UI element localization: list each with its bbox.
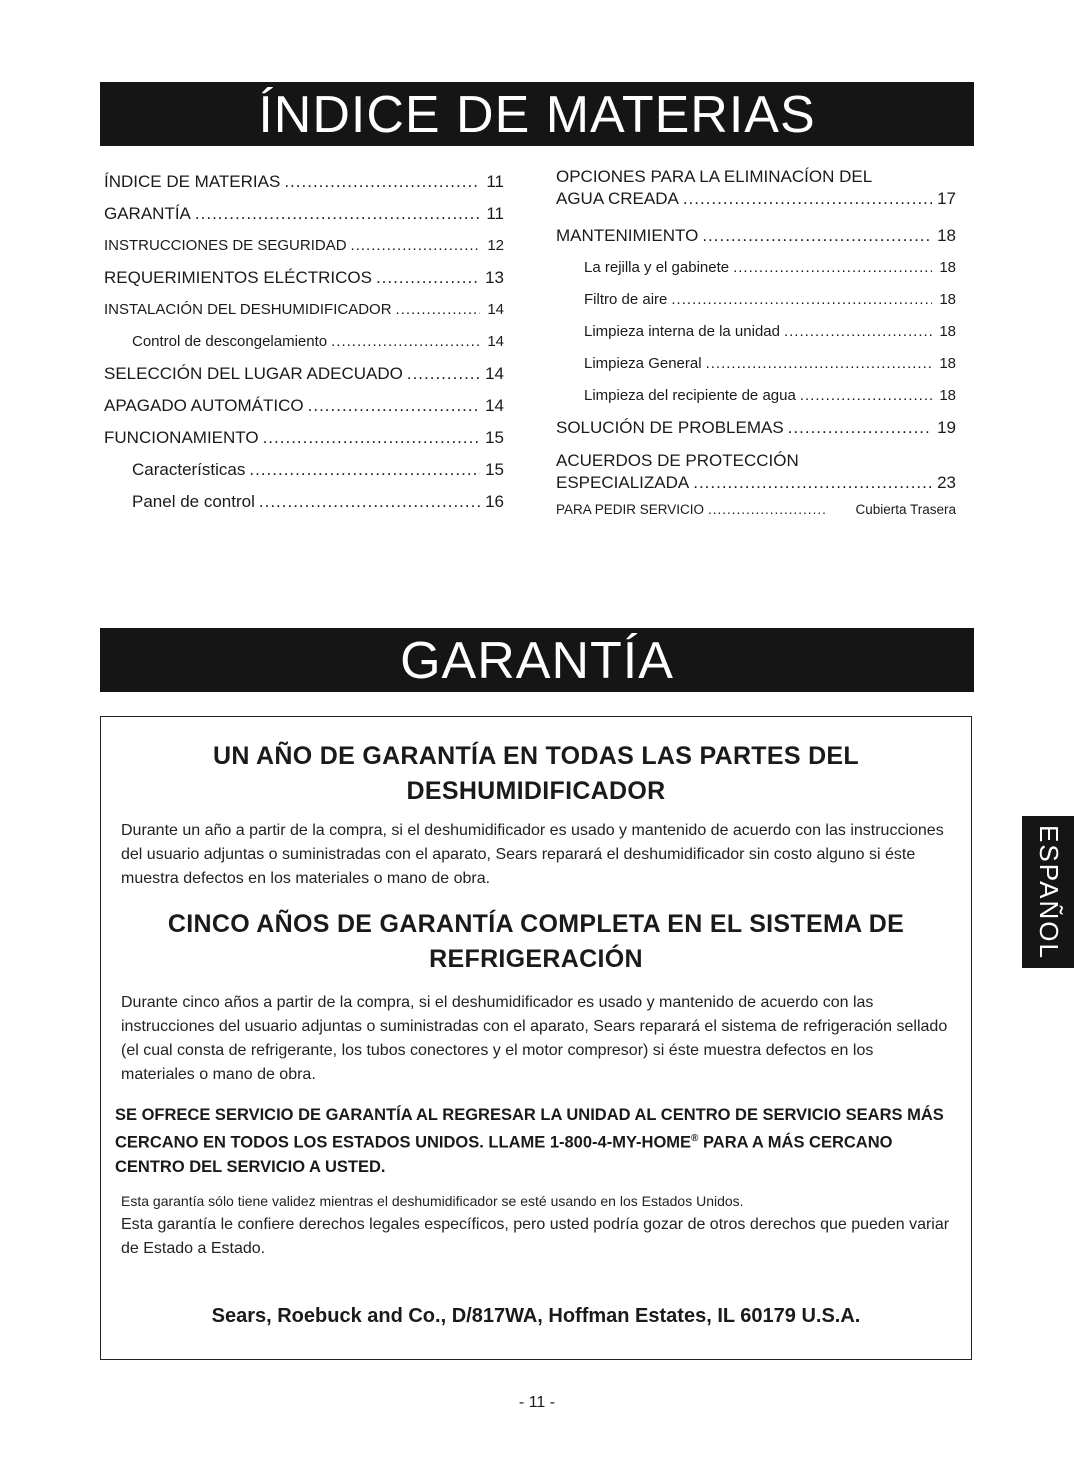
page-number: - 11 - — [518, 1394, 556, 1411]
toc-entry[interactable]: GARANTÍA ..... 11 — [104, 198, 504, 230]
toc-entry[interactable]: SELECCIÓN DEL LUGAR ADECUADO ..... 14 — [104, 358, 504, 390]
toc-subentry[interactable]: Control de descongelamiento ..... 14 — [104, 326, 504, 358]
toc-left-column — [104, 166, 504, 518]
warranty-paragraph-five-year: Durante cinco años a partir de la compra, si el deshumidificador es usado y mantenido de acuerdo con las instrucciones del usuario adjuntas o suministradas con el aparato, Sears reparará el sistema de refrigeración sellado (el cual consta de refrigerante, los tubos conectores y el motor compresor) si éste muestra defectos en los materiales o mano de obra. — [121, 994, 948, 1083]
toc-entry-opciones-line2[interactable]: AGUA CREADA ..... 17 — [556, 188, 956, 210]
toc-right-column — [556, 166, 956, 526]
toc-entry[interactable]: FUNCIONAMIENTO ..... 15 — [104, 422, 504, 454]
language-tab-label: ESPAÑOL — [1033, 824, 1064, 960]
warranty-heading-five-year: CINCO AÑOS DE GARANTÍA COMPLETA EN EL SISTEMA DE REFRIGERACIÓN — [167, 910, 905, 973]
toc-subentry[interactable]: Limpieza General ..... 18 — [556, 348, 956, 380]
section-banner-indice: ÍNDICE DE MATERIAS — [100, 82, 974, 146]
toc-subentry[interactable]: Panel de control ..... 16 — [104, 486, 504, 518]
section-banner-garantia: GARANTÍA — [100, 628, 974, 692]
toc-entry-acuerdos-line2[interactable]: ESPECIALIZADA ..... 23 — [556, 472, 956, 494]
toc-entry[interactable]: ÍNDICE DE MATERIAS ..... 11 — [104, 166, 504, 198]
warranty-box — [100, 716, 972, 1360]
warranty-rights-note: Esta garantía le confiere derechos legales específicos, pero usted podría gozar de otros derechos que pueden variar de Estado a Estado. — [121, 1215, 950, 1257]
toc-entry[interactable]: INSTALACIÓN DEL DESHUMIDIFICADOR ..... 14 — [104, 294, 504, 326]
toc-subentry[interactable]: La rejilla y el gabinete ..... 18 — [556, 252, 956, 284]
warranty-service-notice: SE OFRECE SERVICIO DE GARANTÍA AL REGRESAR LA UNIDAD AL CENTRO DE SERVICIO SEARS MÁS CERCANO EN TODOS LOS ESTADOS UNIDOS. LLAME 1-800-4-MY-HOME® PARA A MÁS CERCANO CENTRO DEL SERVICIO A USTED. — [115, 1106, 944, 1176]
warranty-validity-note: Esta garantía sólo tiene validez mientras el deshumidificador se esté usando en los Estados Unidos. — [121, 1192, 744, 1209]
toc-subentry[interactable]: Limpieza del recipiente de agua ..... 18 — [556, 380, 956, 412]
sears-address: Sears, Roebuck and Co., D/817WA, Hoffman Estates, IL 60179 U.S.A. — [211, 1304, 861, 1327]
language-tab — [1022, 816, 1074, 968]
toc-entry[interactable]: REQUERIMIENTOS ELÉCTRICOS ..... 13 — [104, 262, 504, 294]
toc-entry[interactable]: MANTENIMIENTO ..... 18 — [556, 220, 956, 252]
toc-entry-opciones-line1[interactable]: OPCIONES PARA LA ELIMINACÍON DEL — [556, 167, 873, 186]
toc-subentry[interactable]: Limpieza interna de la unidad ..... 18 — [556, 316, 956, 348]
warranty-paragraph-one-year: Durante un año a partir de la compra, si el deshumidificador es usado y mantenido de acuerdo con las instrucciones del usuario adjuntas o suministradas con el aparato, Sears reparará el deshumidificador sin costo alguno si éste muestra defectos en los materiales o mano de obra. — [121, 822, 944, 887]
toc-entry-acuerdos-line1[interactable]: ACUERDOS DE PROTECCIÓN — [556, 451, 799, 470]
toc-entry[interactable]: PARA PEDIR SERVICIO ..... Cubierta Trasera — [556, 494, 956, 526]
toc-entry[interactable]: SOLUCIÓN DE PROBLEMAS ..... 19 — [556, 412, 956, 444]
warranty-heading-one-year: UN AÑO DE GARANTÍA EN TODAS LAS PARTES DEL DESHUMIDIFICADOR — [213, 742, 859, 805]
toc-entry[interactable]: APAGADO AUTOMÁTICO ..... 14 — [104, 390, 504, 422]
toc-subentry[interactable]: Filtro de aire ..... 18 — [556, 284, 956, 316]
toc-entry[interactable]: INSTRUCCIONES DE SEGURIDAD ..... 12 — [104, 230, 504, 262]
toc-subentry[interactable]: Características ..... 15 — [104, 454, 504, 486]
